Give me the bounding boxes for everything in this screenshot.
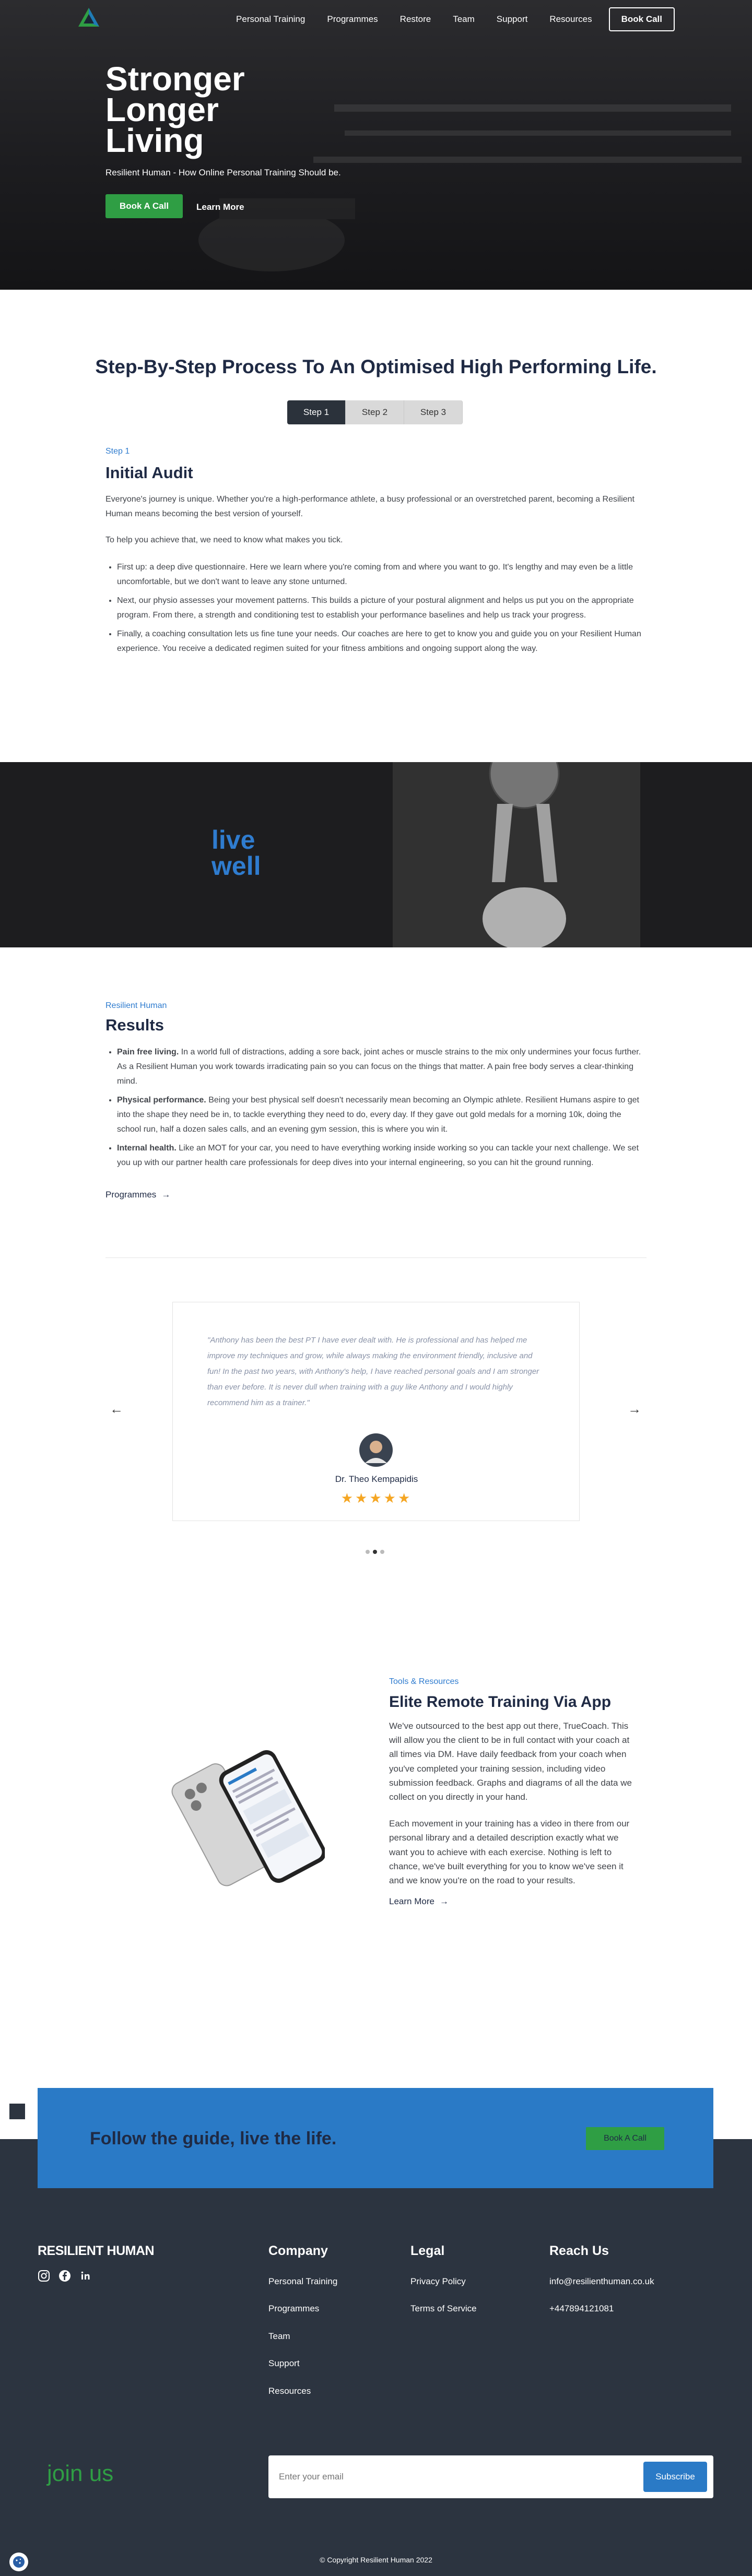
nav-support[interactable]: Support (496, 14, 528, 24)
footer-legal-title: Legal (410, 2243, 445, 2258)
steps-section (0, 290, 752, 762)
app-para-1: We've outsourced to the best app out there, TrueCoach. This will allow you the client to be in full contact with your coach at all times via DM. Have daily feedback from your coach when you've completed your training session, including video submission feedback. Graphs and diagrams of all the data we collect on you directly in your hand. (389, 1721, 632, 1802)
phone-mockup-image (168, 1733, 325, 1890)
nav-team[interactable]: Team (453, 14, 475, 24)
carousel-prev-icon[interactable]: ← (110, 1401, 123, 1417)
tab-step-2[interactable]: Step 2 (346, 400, 404, 424)
step-intro-2: To help you achieve that, we need to know what makes you tick. (105, 536, 343, 544)
programmes-link[interactable] (105, 1188, 647, 1202)
footer-link-personal-training[interactable]: Personal Training (268, 2276, 338, 2286)
results-section (0, 947, 752, 1258)
footer-link-team[interactable]: Team (268, 2331, 290, 2341)
hero-title-line: Living (105, 121, 204, 159)
footer-email-link[interactable]: info@resilienthuman.co.uk (549, 2276, 654, 2286)
nav-restore[interactable]: Restore (400, 14, 431, 24)
hero-title-line: Stronger (105, 60, 245, 98)
programmes-link-label: Programmes (105, 1189, 157, 1200)
step-intro: Everyone's journey is unique. Whether you're a high-performance athlete, a busy professional or an overstretched parent, becoming a Resilient Human means becoming the best version of yourself. (105, 495, 634, 518)
newsletter-form (268, 2455, 713, 2498)
result-text: Being your best physical self doesn't necessarily mean becoming an Olympic athlete. Resilient Humans aspire to get into the shape they need be in, to tackle everything they need to do, every day. If they gave out gold medals for a morning 10k, doing the school run, half a dozen sales calls, and an evening gym session, this is where you win it. (117, 1095, 639, 1134)
list-item: • First up: a deep dive questionnaire. Here we learn where you're coming from and where you want to go. It's lengthy and may even be a little uncomfortable, but we don't want to leave any stone unturned. (117, 560, 647, 589)
linkedin-icon[interactable] (79, 2270, 92, 2282)
well-word: well (212, 851, 261, 881)
testimonial-card (172, 1302, 580, 1521)
star-icon: ★ (383, 1490, 398, 1506)
cookie-settings-button[interactable] (9, 2553, 28, 2571)
live-word: live (212, 825, 255, 854)
footer-link-programmes[interactable]: Programmes (268, 2304, 320, 2313)
book-call-button[interactable]: Book Call (609, 7, 675, 31)
footer-link-support[interactable]: Support (268, 2358, 300, 2368)
carousel-dot[interactable] (380, 1550, 384, 1554)
steps-heading: Step-By-Step Process To An Optimised High Performing Life. (95, 356, 657, 377)
footer-brand-block (38, 2241, 154, 2282)
list-item: • Finally, a coaching consultation lets us fine tune your needs. Our coaches are here to get to know you and guide you on your Resilient Human experience. You receive a dedicated regimen suited for your fitness ambitions and ongoing support along the way. (117, 627, 647, 656)
app-content (389, 1676, 637, 1908)
result-label: Internal health. (117, 1143, 177, 1153)
app-kicker: Tools & Resources (389, 1677, 459, 1686)
footer-link-privacy[interactable]: Privacy Policy (410, 2276, 466, 2286)
nav-personal-training[interactable]: Personal Training (236, 14, 306, 24)
arrow-right-icon: → (161, 1189, 171, 1200)
live-well-banner (0, 762, 752, 947)
rating-stars (173, 1488, 580, 1509)
star-icon: ★ (397, 1490, 413, 1506)
learn-more-app-label: Learn More (389, 1896, 434, 1907)
step-kicker: Step 1 (105, 446, 130, 456)
step-content (105, 445, 647, 657)
results-kicker: Resilient Human (105, 1001, 167, 1010)
hero-subtitle: Resilient Human - How Online Personal Training Should be. (105, 168, 341, 177)
footer-reach (549, 2241, 654, 2316)
footer-phone-link[interactable]: +447894121081 (549, 2304, 614, 2313)
app-section (0, 1676, 752, 2051)
medicine-ball-image (393, 762, 640, 947)
cta-banner (38, 2088, 713, 2188)
social-icons (38, 2270, 154, 2282)
results-title: Results (105, 1016, 164, 1034)
footer-link-resources[interactable]: Resources (268, 2385, 311, 2396)
hero-section (0, 0, 752, 290)
step-title: Initial Audit (105, 463, 193, 482)
results-content (105, 1000, 647, 1201)
learn-more-link[interactable]: Learn More (196, 202, 244, 212)
tab-step-1[interactable]: Step 1 (287, 400, 346, 424)
footer-company (268, 2241, 337, 2397)
arrow-right-icon: → (439, 1896, 449, 1907)
testimonial-author: Dr. Theo Kempapidis (335, 1474, 418, 1484)
footer-brand: RESILIENT HUMAN (38, 2243, 155, 2258)
star-icon: ★ (340, 1490, 356, 1506)
footer-link-terms[interactable]: Terms of Service (410, 2304, 477, 2313)
carousel-next-icon[interactable]: → (628, 1401, 641, 1417)
footer-company-title: Company (268, 2243, 328, 2258)
footer-legal (410, 2241, 477, 2316)
list-item (117, 1093, 647, 1137)
nav-resources[interactable]: Resources (549, 14, 592, 24)
hero-title-line: Longer (105, 90, 219, 128)
facebook-icon[interactable] (58, 2270, 71, 2282)
top-navigation (0, 0, 752, 37)
results-list (117, 1045, 647, 1170)
list-item (117, 1045, 647, 1089)
app-para-2: Each movement in your training has a video in there from our personal library and a detailed description exactly what we want you to achieve with each exercise. Nothing is left to chance, we've built everything for you to know we've seen it and we know you're on the road to your results. (389, 1819, 630, 1885)
cta-book-button[interactable]: Book A Call (586, 2127, 664, 2150)
join-us-heading: join us (47, 2461, 114, 2486)
instagram-icon[interactable] (38, 2270, 50, 2282)
star-icon: ★ (369, 1490, 384, 1506)
star-icon: ★ (355, 1490, 370, 1506)
learn-more-app-link[interactable] (389, 1895, 637, 1908)
cookie-icon (13, 2556, 25, 2568)
copyright: © Copyright Resilient Human 2022 (320, 2556, 432, 2564)
live-well-text (212, 827, 261, 879)
footer (0, 2139, 752, 2576)
tab-step-3[interactable]: Step 3 (404, 400, 463, 424)
logo-icon[interactable] (77, 7, 100, 28)
carousel-dots (366, 1550, 384, 1554)
main-menu (214, 7, 675, 31)
subscribe-button[interactable]: Subscribe (643, 2462, 707, 2492)
scroll-top-icon[interactable] (9, 2104, 25, 2119)
avatar (359, 1433, 393, 1467)
list-item (117, 1141, 647, 1170)
testimonial-quote: "Anthony has been the best PT I have ever dealt with. He is professional and has helped me improve my techniques and grow, while always making the environment friendly, inclusive and fun! In the past two years, with Anthony's help, I have reached personal goals and I am stronger than ever before. It is never dull when training with a guy like Anthony and I would highly recommend him as a trainer." (207, 1336, 539, 1407)
cta-text: Follow the guide, live the life. (90, 2129, 337, 2148)
result-text: In a world full of distractions, adding a sore back, joint aches or muscle strains to the mix only undermines your focus further. As a Resilient Human you work towards irradicating pain so you can focus on the things that matter. A pain free body serves a clear-thinking mind. (117, 1047, 641, 1086)
step-bullets (117, 560, 647, 656)
book-a-call-button[interactable]: Book A Call (105, 194, 183, 218)
newsletter-email-input[interactable] (279, 2468, 603, 2486)
testimonial-section (0, 1258, 752, 1676)
list-item: • Next, our physio assesses your movement patterns. This builds a picture of your postural alignment and helps us put you on the appropriate program. From there, a strength and conditioning test to establish your performance baselines and help us track your progress. (117, 593, 647, 623)
result-label: Physical performance. (117, 1095, 206, 1105)
carousel-dot[interactable] (366, 1550, 370, 1554)
carousel-dot-active[interactable] (373, 1550, 377, 1554)
hero-title (105, 60, 314, 159)
step-tabs (287, 400, 463, 424)
result-text: Like an MOT for your car, you need to have everything working inside working so you can tackle your next challenge. We set you up with our partner health care professionals for deep dives into your internal engineering, so you can hit the ground running. (117, 1143, 639, 1167)
footer-reach-title: Reach Us (549, 2243, 609, 2258)
result-label: Pain free living. (117, 1047, 179, 1056)
nav-programmes[interactable]: Programmes (327, 14, 378, 24)
athlete-illustration (393, 762, 640, 947)
app-title: Elite Remote Training Via App (389, 1693, 612, 1711)
